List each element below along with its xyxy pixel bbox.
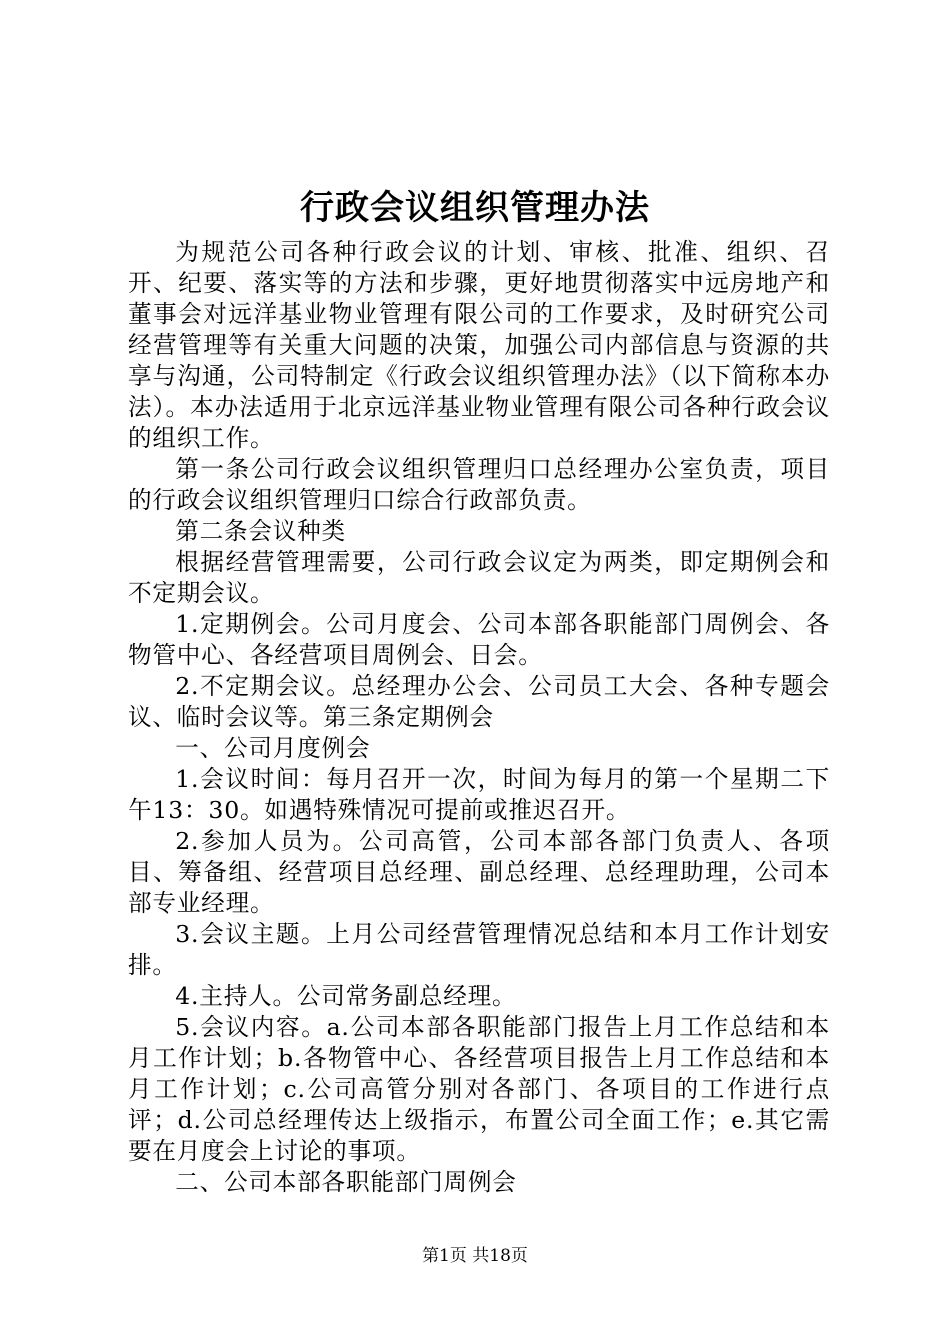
paragraph-meeting-time: 1.会议时间：每月召开一次，时间为每月的第一个星期二下午13：30。如遇特殊情况可提前或推迟召开。 [128, 765, 830, 824]
paragraph-section-monthly: 一、公司月度例会 [175, 734, 371, 762]
document-body [128, 237, 830, 1198]
paragraph-attendees: 2.参加人员为。公司高管，公司本部各部门负责人、各项目、筹备组、经营项目总经理、副总经理、总经理助理，公司本部专业经理。 [128, 827, 830, 917]
paragraph-meeting-types: 根据经营管理需要，公司行政会议定为两类，即定期例会和不定期会议。 [128, 548, 830, 607]
page-footer: 第1页 共18页 [422, 1246, 528, 1266]
paragraph-article-1: 第一条公司行政会议组织管理归口总经理办公室负责，项目的行政会议组织管理归口综合行政部负责。 [128, 455, 830, 514]
paragraph-irregular-meetings: 2.不定期会议。总经理办公会、公司员工大会、各种专题会议、临时会议等。第三条定期例会 [128, 672, 830, 731]
paragraph-host: 4.主持人。公司常务副总经理。 [175, 982, 517, 1010]
paragraph-section-weekly: 二、公司本部各职能部门周例会 [175, 1168, 517, 1196]
paragraph-intro: 为规范公司各种行政会议的计划、审核、批准、组织、召开、纪要、落实等的方法和步骤，更好地贯彻落实中远房地产和董事会对远洋基业物业管理有限公司的工作要求，及时研究公司经营管理等有关重大问题的决策，加强公司内部信息与资源的共享与沟通，公司特制定《行政会议组织管理办法》（以下简称本办法）。本办法适用于北京远洋基业物业管理有限公司各种行政会议的组织工作。 [128, 238, 830, 452]
paragraph-theme: 3.会议主题。上月公司经营管理情况总结和本月工作计划安排。 [128, 920, 830, 979]
paragraph-regular-meetings: 1.定期例会。公司月度会、公司本部各职能部门周例会、各物管中心、各经营项目周例会、日会。 [128, 610, 830, 669]
page-title: 行政会议组织管理办法 [300, 188, 650, 228]
paragraph-content: 5.会议内容。a.公司本部各职能部门报告上月工作总结和本月工作计划；b.各物管中心、各经营项目报告上月工作总结和本月工作计划；c.公司高管分别对各部门、各项目的工作进行点评；d.公司总经理传达上级指示，布置公司全面工作；e.其它需要在月度会上讨论的事项。 [128, 1013, 830, 1165]
paragraph-article-2-heading: 第二条会议种类 [175, 517, 346, 545]
